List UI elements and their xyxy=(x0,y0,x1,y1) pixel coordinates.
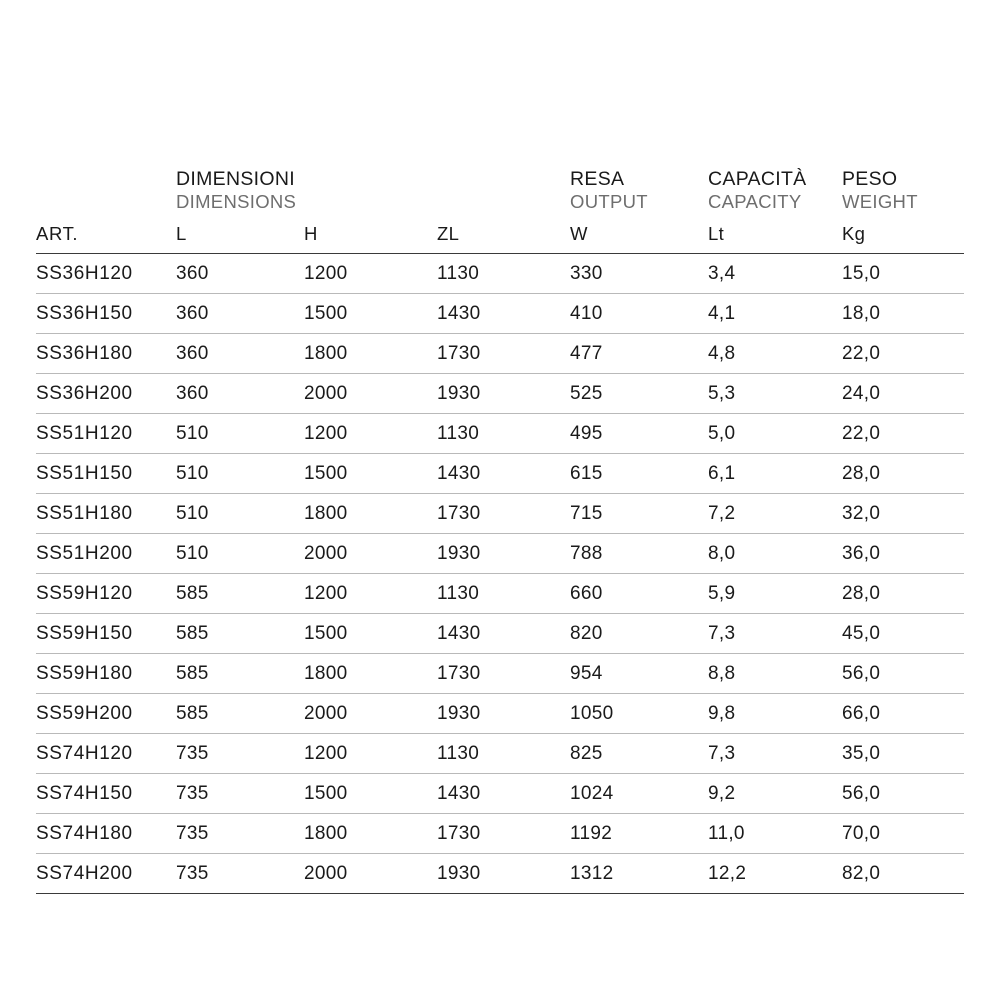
cell-w: 330 xyxy=(570,254,708,294)
cell-l: 585 xyxy=(176,574,304,614)
cell-kg: 35,0 xyxy=(842,734,964,774)
table-row xyxy=(36,294,964,334)
cell-zl: 1930 xyxy=(437,854,570,894)
cell-kg: 18,0 xyxy=(842,294,964,334)
cell-art: SS51H180 xyxy=(36,494,176,534)
cell-kg: 32,0 xyxy=(842,494,964,534)
cell-l: 510 xyxy=(176,414,304,454)
cell-l: 360 xyxy=(176,294,304,334)
cell-kg: 82,0 xyxy=(842,854,964,894)
table-row xyxy=(36,574,964,614)
cell-art: SS59H180 xyxy=(36,654,176,694)
cell-art: SS36H150 xyxy=(36,294,176,334)
group-header-row xyxy=(36,168,964,214)
table-row xyxy=(36,374,964,414)
group-label-it: PESO xyxy=(842,168,898,190)
group-label-en: DIMENSIONS xyxy=(176,190,297,212)
cell-lt: 5,0 xyxy=(708,414,842,454)
cell-l: 360 xyxy=(176,254,304,294)
column-header-kg: Kg xyxy=(842,214,964,254)
cell-w: 820 xyxy=(570,614,708,654)
cell-w: 525 xyxy=(570,374,708,414)
table-head xyxy=(36,168,964,254)
cell-lt: 7,3 xyxy=(708,614,842,654)
table-row xyxy=(36,774,964,814)
cell-h: 2000 xyxy=(304,694,437,734)
cell-lt: 5,9 xyxy=(708,574,842,614)
cell-h: 2000 xyxy=(304,854,437,894)
cell-kg: 66,0 xyxy=(842,694,964,734)
cell-l: 735 xyxy=(176,854,304,894)
cell-kg: 36,0 xyxy=(842,534,964,574)
cell-h: 1500 xyxy=(304,294,437,334)
cell-h: 1200 xyxy=(304,574,437,614)
cell-lt: 11,0 xyxy=(708,814,842,854)
group-header-peso xyxy=(842,168,964,214)
cell-zl: 1430 xyxy=(437,454,570,494)
table-row xyxy=(36,414,964,454)
cell-art: SS36H120 xyxy=(36,254,176,294)
cell-lt: 5,3 xyxy=(708,374,842,414)
cell-lt: 8,8 xyxy=(708,654,842,694)
cell-zl: 1430 xyxy=(437,614,570,654)
column-header-lt: Lt xyxy=(708,214,842,254)
cell-h: 1500 xyxy=(304,454,437,494)
cell-art: SS74H180 xyxy=(36,814,176,854)
cell-art: SS59H200 xyxy=(36,694,176,734)
cell-zl: 1430 xyxy=(437,774,570,814)
cell-zl: 1730 xyxy=(437,494,570,534)
cell-w: 410 xyxy=(570,294,708,334)
cell-l: 360 xyxy=(176,334,304,374)
cell-art: SS36H200 xyxy=(36,374,176,414)
group-label-it: DIMENSIONI xyxy=(176,168,295,190)
cell-art: SS74H200 xyxy=(36,854,176,894)
group-label-en: WEIGHT xyxy=(842,190,918,212)
group-label-it: RESA xyxy=(570,168,625,190)
cell-kg: 28,0 xyxy=(842,574,964,614)
cell-lt: 9,2 xyxy=(708,774,842,814)
table-row xyxy=(36,254,964,294)
cell-lt: 4,1 xyxy=(708,294,842,334)
cell-art: SS51H150 xyxy=(36,454,176,494)
cell-lt: 9,8 xyxy=(708,694,842,734)
table-row xyxy=(36,334,964,374)
cell-lt: 7,3 xyxy=(708,734,842,774)
cell-art: SS74H150 xyxy=(36,774,176,814)
cell-zl: 1430 xyxy=(437,294,570,334)
cell-w: 477 xyxy=(570,334,708,374)
cell-zl: 1130 xyxy=(437,254,570,294)
cell-zl: 1930 xyxy=(437,694,570,734)
cell-h: 2000 xyxy=(304,374,437,414)
group-header-dimensioni xyxy=(176,168,570,214)
cell-lt: 4,8 xyxy=(708,334,842,374)
column-header-art: ART. xyxy=(36,214,176,254)
cell-l: 735 xyxy=(176,814,304,854)
cell-kg: 70,0 xyxy=(842,814,964,854)
cell-art: SS74H120 xyxy=(36,734,176,774)
table-row xyxy=(36,654,964,694)
column-header-zl: ZL xyxy=(437,214,570,254)
column-header-h: H xyxy=(304,214,437,254)
column-header-l: L xyxy=(176,214,304,254)
table-row xyxy=(36,854,964,894)
cell-l: 585 xyxy=(176,654,304,694)
cell-kg: 15,0 xyxy=(842,254,964,294)
cell-zl: 1930 xyxy=(437,374,570,414)
cell-l: 735 xyxy=(176,774,304,814)
cell-zl: 1730 xyxy=(437,814,570,854)
cell-lt: 6,1 xyxy=(708,454,842,494)
table-row xyxy=(36,814,964,854)
cell-h: 2000 xyxy=(304,534,437,574)
column-header-w: W xyxy=(570,214,708,254)
table-row xyxy=(36,614,964,654)
cell-lt: 3,4 xyxy=(708,254,842,294)
cell-art: SS59H150 xyxy=(36,614,176,654)
cell-zl: 1730 xyxy=(437,334,570,374)
cell-l: 735 xyxy=(176,734,304,774)
cell-zl: 1130 xyxy=(437,414,570,454)
cell-lt: 7,2 xyxy=(708,494,842,534)
cell-w: 788 xyxy=(570,534,708,574)
cell-kg: 22,0 xyxy=(842,334,964,374)
cell-h: 1200 xyxy=(304,734,437,774)
cell-kg: 45,0 xyxy=(842,614,964,654)
cell-l: 360 xyxy=(176,374,304,414)
cell-l: 510 xyxy=(176,454,304,494)
cell-h: 1800 xyxy=(304,654,437,694)
cell-kg: 22,0 xyxy=(842,414,964,454)
cell-l: 585 xyxy=(176,694,304,734)
cell-h: 1800 xyxy=(304,334,437,374)
cell-h: 1500 xyxy=(304,614,437,654)
cell-kg: 56,0 xyxy=(842,774,964,814)
group-header-capacita xyxy=(708,168,842,214)
cell-art: SS59H120 xyxy=(36,574,176,614)
cell-zl: 1930 xyxy=(437,534,570,574)
cell-art: SS51H200 xyxy=(36,534,176,574)
cell-art: SS51H120 xyxy=(36,414,176,454)
cell-art: SS36H180 xyxy=(36,334,176,374)
cell-w: 1024 xyxy=(570,774,708,814)
group-header-art xyxy=(36,168,176,214)
cell-l: 510 xyxy=(176,534,304,574)
cell-w: 660 xyxy=(570,574,708,614)
cell-kg: 28,0 xyxy=(842,454,964,494)
table-row xyxy=(36,454,964,494)
cell-kg: 24,0 xyxy=(842,374,964,414)
cell-zl: 1730 xyxy=(437,654,570,694)
cell-w: 495 xyxy=(570,414,708,454)
cell-w: 1050 xyxy=(570,694,708,734)
cell-kg: 56,0 xyxy=(842,654,964,694)
cell-lt: 12,2 xyxy=(708,854,842,894)
cell-w: 954 xyxy=(570,654,708,694)
column-label-row xyxy=(36,214,964,254)
cell-h: 1800 xyxy=(304,494,437,534)
cell-zl: 1130 xyxy=(437,734,570,774)
table-row xyxy=(36,494,964,534)
cell-w: 715 xyxy=(570,494,708,534)
cell-l: 510 xyxy=(176,494,304,534)
table-row xyxy=(36,694,964,734)
group-label-en: CAPACITY xyxy=(708,190,802,212)
cell-lt: 8,0 xyxy=(708,534,842,574)
group-header-resa xyxy=(570,168,708,214)
cell-h: 1200 xyxy=(304,414,437,454)
table-body xyxy=(36,254,964,894)
cell-h: 1500 xyxy=(304,774,437,814)
cell-w: 825 xyxy=(570,734,708,774)
table-row xyxy=(36,734,964,774)
cell-l: 585 xyxy=(176,614,304,654)
cell-h: 1800 xyxy=(304,814,437,854)
group-label-it: CAPACITÀ xyxy=(708,168,807,190)
cell-w: 615 xyxy=(570,454,708,494)
cell-h: 1200 xyxy=(304,254,437,294)
group-label-en: OUTPUT xyxy=(570,190,648,212)
cell-w: 1192 xyxy=(570,814,708,854)
table-row xyxy=(36,534,964,574)
cell-w: 1312 xyxy=(570,854,708,894)
specification-table xyxy=(36,168,964,894)
cell-zl: 1130 xyxy=(437,574,570,614)
